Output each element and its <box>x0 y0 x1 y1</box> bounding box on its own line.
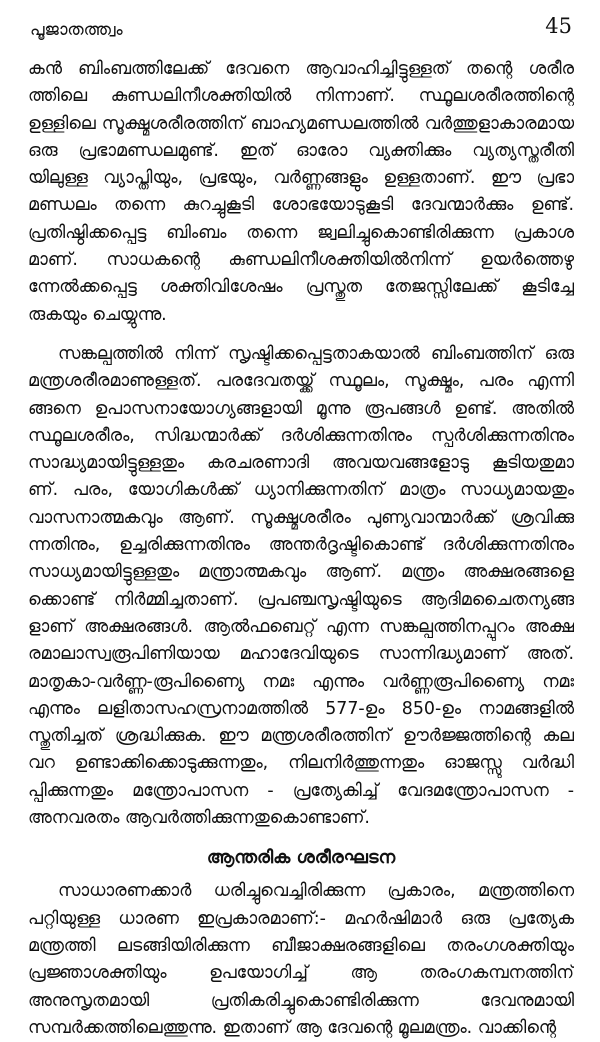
text-line: എന്നും ലളിതാസഹസ്രനാമത്തിൽ 577-ഉം 850-ഉം നാമങ്ങളിൽ <box>28 698 574 719</box>
text-line: മാതൃകാ-വർണ്ണ-രൂപിണ്യൈ നമഃ എന്നും വർണ്ണരൂപിണ്യൈ നമഃ <box>28 671 574 692</box>
text-line: വാസനാത്മകവും ആണ്. സൂക്ഷ്മശരീരം പുണ്യവാന്മാർക്ക് ശ്രവിക്കു <box>28 507 574 528</box>
main-paragraphs <box>28 56 574 832</box>
header-title: പൂജാതത്ത്വം <box>30 20 123 40</box>
text-line: പറ്റിയുള്ള ധാരണ ഇപ്രകാരമാണ്:- മഹർഷിമാർ ഒരു പ്രത്യേക <box>28 908 574 929</box>
text-line: മന്ത്രത്തി ലടങ്ങിയിരിക്കുന്ന ബീജാക്ഷരങ്ങളിലെ തരംഗശക്തിയും <box>28 935 574 956</box>
text-line: മാണ്. സാധകന്റെ കുണ്ഡലിനീശക്തിയിൽനിന്ന് ഉയർത്തെഴു <box>28 250 574 271</box>
text-line: ന്നതിനും, ഉച്ചരിക്കുന്നതിനും അന്തർദൃഷ്ടികൊണ്ട് ദർശിക്കുന്നതിനും <box>28 535 574 556</box>
running-header <box>28 0 574 50</box>
text-line: വറ ഉണ്ടാക്കിക്കൊടുക്കുന്നതും, നിലനിർത്തുന്നതും ഓജസ്സു വർദ്ധി <box>28 753 574 774</box>
text-line: സങ്കല്പത്തിൽ നിന്ന് സൃഷ്ടിക്കപ്പെട്ടതാകയാൽ ബിംബത്തിന് ഒരു <box>58 343 574 364</box>
text-line: ഒരു പ്രഭാമണ്ഡലമുണ്ട്. ഇത് ഓരോ വ്യക്തിക്കും വ്യത്യസ്തരീതി <box>28 140 574 161</box>
text-line: സ്ഥൂലശരീരം, സിദ്ധന്മാർക്ക് ദർശിക്കുന്നതിനും സ്പർശിക്കുന്നതിനും <box>28 425 574 446</box>
text-line: ഉള്ളിലെ സൂക്ഷ്മശരീരത്തിന് ബാഹ്യമണ്ഡലത്തിൽ വർത്തുളാകാരമായ <box>28 113 574 134</box>
text-line: സമ്പർക്കത്തിലെത്തുന്നു. ഇതാണ് ആ ദേവന്റെ മൂലമന്ത്രം. വാക്കിന്റെ <box>28 1017 557 1038</box>
paragraph <box>28 878 574 1042</box>
text-line: പ്രജ്ഞാശക്തിയും ഉപയോഗിച്ച് ആ തരംഗകമ്പനത്തിന് <box>28 963 574 984</box>
body-text <box>28 56 574 1042</box>
text-line: സ്തുതിച്ചത് ശ്രദ്ധിക്കുക. ഈ മന്ത്രശരീരത്തിന് ഊർജ്ജത്തിന്റെ കല <box>28 726 574 747</box>
text-line: യിലുള്ള വ്യാപ്തിയും, പ്രഭയും, വർണ്ണങ്ങളും ഉള്ളതാണ്. ഈ പ്രഭാ <box>28 168 574 189</box>
text-line: പ്പിക്കുന്നതും മന്ത്രോപാസന - പ്രത്യേകിച്ച് വേദമന്ത്രോപാസന - <box>28 780 574 801</box>
text-line: ക്കൊണ്ട് നിർമ്മിച്ചതാണ്. പ്രപഞ്ചസൃഷ്ടിയുടെ ആദിമചൈതന്യങ്ങ <box>28 589 574 610</box>
paragraph <box>28 341 574 832</box>
text-line: ത്തിലെ കുണ്ഡലിനീശക്തിയിൽ നിന്നാണ്. സ്ഥൂലശരീരത്തിന്റെ <box>28 86 574 107</box>
text-line: ണ്. പരം, യോഗികൾക്ക് ധ്യാനിക്കുന്നതിന് മാത്രം സാധ്യമായതും <box>28 480 574 501</box>
text-line: സാധ്യമായിട്ടുള്ളതും മന്ത്രാത്മകവും ആണ്. മന്ത്രം അക്ഷരങ്ങളെ <box>28 562 574 583</box>
section-paragraphs <box>28 878 574 1042</box>
text-line: മണ്ഡലം തന്നെ കുറച്ചുകൂടി ശോഭയോടുകൂടി ദേവന്മാർക്കും ഉണ്ട്. <box>28 195 574 216</box>
text-line: പ്രതിഷ്ഠിക്കപ്പെട്ട ബിംബം തന്നെ ജ്വലിച്ചുകൊണ്ടിരിക്കുന്ന പ്രകാശ <box>28 222 574 243</box>
text-line: അനവരതം ആവർത്തിക്കുന്നതുകൊണ്ടാണ്. <box>28 808 370 829</box>
text-line: ളാണ് അക്ഷരങ്ങൾ. ആൽഫബെറ്റ് എന്ന സങ്കല്പത്തിനപ്പുറം അക്ഷ <box>28 616 574 637</box>
text-line: സാദ്ധ്യമായിട്ടുള്ളതും കരചരണാദി അവയവങ്ങളോടു കൂടിയതുമാ <box>28 453 574 474</box>
paragraph <box>28 56 574 329</box>
text-line: കൻ ബിംബത്തിലേക്ക് ദേവനെ ആവാഹിച്ചിട്ടുള്ളത് തന്റെ ശരീര <box>28 59 574 79</box>
text-line: രുകയും ചെയ്യുന്നു. <box>28 304 167 325</box>
text-line: സാധാരണക്കാർ ധരിച്ചുവെച്ചിരിക്കുന്ന പ്രകാരം, മന്ത്രത്തിനെ <box>58 881 574 902</box>
text-line: ന്നേൽക്കപ്പെട്ട ശക്തിവിശേഷം പ്രസ്തുത തേജസ്സിലേക്ക് കൂടിച്ചേ <box>28 277 574 298</box>
text-line: മന്ത്രശരീരമാണുള്ളത്. പരദേവതയ്ക്ക് സ്ഥൂലം, സൂക്ഷ്മം, പരം എന്നി <box>28 371 574 392</box>
text-line: രമാലാസ്വരൂപിണിയായ മഹാദേവിയുടെ സാന്നിദ്ധ്യമാണ് അത്. <box>28 644 574 665</box>
text-line: അനുസൃതമായി പ്രതികരിച്ചുകൊണ്ടിരിക്കുന്ന ദേവനുമായി <box>28 990 574 1011</box>
text-line: ങ്ങനെ ഉപാസനായോഗ്യങ്ങളായി മൂന്നു രൂപങ്ങൾ ഉണ്ട്. അതിൽ <box>28 398 574 419</box>
section-heading: ആന്തരിക ശരീരഘടന <box>206 847 396 869</box>
page-number: 45 <box>545 14 572 38</box>
